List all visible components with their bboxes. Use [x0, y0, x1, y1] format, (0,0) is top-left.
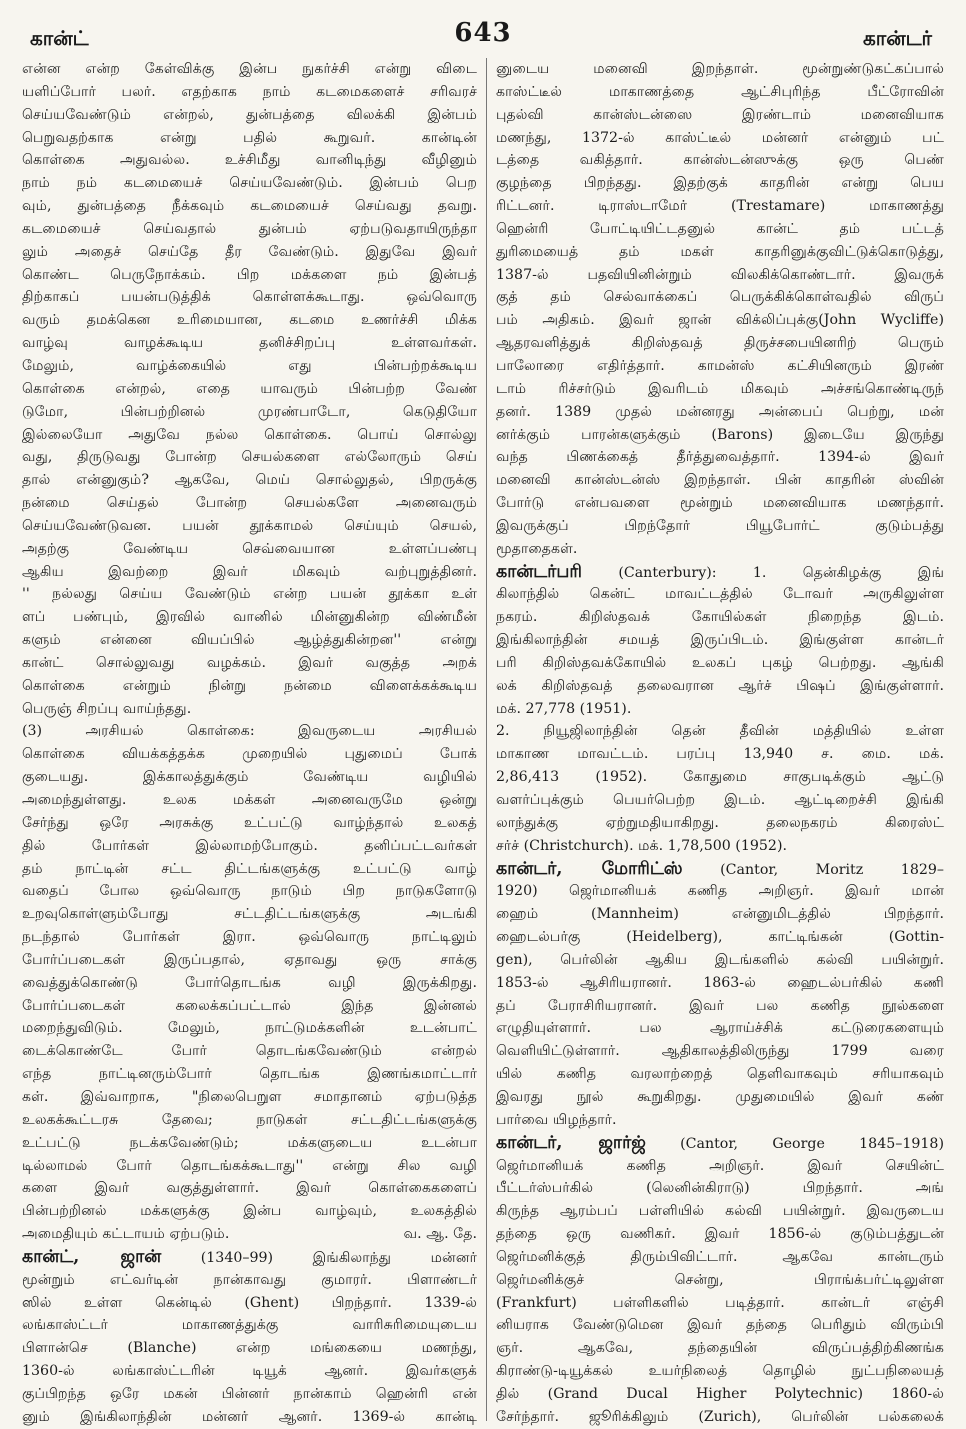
text-line — [496, 1337, 944, 1360]
text-line — [496, 1292, 944, 1315]
text-line — [496, 972, 944, 995]
text-line — [22, 1337, 477, 1360]
text-line — [22, 1155, 477, 1178]
line-text: தில் (Grand Ducal Higher Polytechnic) 1860-ல் — [496, 1385, 944, 1402]
text-line — [22, 172, 477, 195]
left-column — [22, 58, 477, 1425]
line-text: பாலோரை எதிர்த்தார். காமன்ஸ் கட்சியினரும் இரண் — [496, 357, 944, 374]
text-line — [22, 332, 477, 355]
text-line — [496, 538, 944, 561]
line-text: இவருக்குப் பிறந்தோர் பியூபோர்ட் குடும்பத்து — [496, 517, 944, 534]
line-text: ஜெர்மனிக்குச் சென்று, பிராங்க்பர்ட்டிலுள்ள — [496, 1271, 944, 1288]
line-text: நாம் நம் கடமையைச் செய்யவேண்டும். இன்பம் பெற — [22, 175, 477, 192]
line-text: தால் என்னுகும்? ஆகவே, மெய் சொல்லுதல், பிறருக்கு — [22, 472, 477, 489]
text-line — [496, 446, 944, 469]
page-number: 643 — [454, 18, 512, 48]
line-text: உட்பட்டு நடக்கவேண்டும்; மக்களுடைய உடன்பா — [22, 1134, 477, 1151]
line-text: வது, திருடுவது போன்ற செயல்களை எல்லோரும் செய் — [22, 449, 477, 466]
text-line — [22, 652, 477, 675]
line-text: லக் கிறிஸ்தவத் தலைவரான ஆர்ச் பிஷப் இங்குள்ளார். — [496, 677, 944, 694]
line-text: கான்ட் சொல்லுவது வழக்கம். இவர் வகுத்த அறக் — [22, 654, 477, 671]
line-text: ஆகிய இவற்றை இவர் மிகவும் வற்புறுத்தினர். — [22, 563, 477, 580]
line-text: கொள்கை அதுவல்ல. உச்சிமீது வானிடிந்து வீழினும் — [22, 152, 477, 169]
text-line — [496, 332, 944, 355]
line-text: வரும் தமக்கென உரிமையான, கடமை உணர்ச்சி மிக்க — [22, 312, 477, 329]
line-text: தம் நாட்டின் சட்ட திட்டங்களுக்கு உட்பட்டு வாழ் — [22, 860, 477, 877]
line-text: செய்யவேண்டுவன. பயன் தூக்காமல் செய்யும் செயல், — [22, 517, 477, 534]
line-text: (Cantor, George 1845–1918) — [645, 1135, 944, 1152]
text-line — [496, 743, 944, 766]
text-line — [22, 1109, 477, 1132]
line-text: ஜெர்மானியக் கணித அறிஞர். இவர் செயின்ட் — [496, 1157, 944, 1174]
line-text: ஆதரவளித்துக் கிறிஸ்தவத் திருச்சபையினரிற் பெரும் — [496, 335, 944, 352]
line-text: 1853-ல் ஆசிரியரானர். 1863-ல் ஹைடல்பர்கில் கணி — [496, 974, 944, 991]
line-text: 2,86,413 (1952). கோதுமை சாகுபடிக்கும் ஆட்டு — [496, 769, 944, 786]
line-text: கள். இவ்வாறாக, "நிலைபெறுள சமாதானம் ஏற்படுத்த — [22, 1088, 477, 1105]
line-text: குழந்தை பிறந்தது. இதற்குக் காதரின் என்று பெய — [496, 175, 944, 192]
line-text: மனைவி கான்ஸ்டன்ஸ் இறந்தாள். பின் காதரின் ஸ்வின் — [496, 472, 944, 489]
text-line — [22, 104, 477, 127]
line-text: கடமையைச் செய்வதால் துன்பம் ஏற்படுவதாயிருந்தா — [22, 220, 477, 237]
text-line — [22, 515, 477, 538]
line-text: பீட்டர்ஸ்பர்கில் (லெனின்கிராடு) பிறந்தார். அங் — [496, 1180, 944, 1197]
line-text: னுடைய மனைவி இறந்தாள். மூன்றுண்டுகட்கப்பால் — [496, 61, 944, 77]
line-text: நடந்தால் போர்கள் இரா. ஒவ்வொரு நாட்டிலும் — [22, 929, 477, 946]
header-right-title: கான்டர் — [862, 26, 932, 50]
text-line — [22, 698, 477, 721]
line-text: gen), பெர்லின் ஆகிய இடங்களில் கல்வி பயின்றுர். — [496, 951, 944, 968]
text-line — [496, 766, 944, 789]
line-text: மாகாண மாவட்டம். பரப்பு 13,940 ச. மை. மக். — [496, 746, 944, 763]
line-text: வெளியிட்டுள்ளார். ஆதிகாலத்திலிருந்து 1799 வரை — [496, 1043, 944, 1060]
text-line — [22, 241, 477, 264]
text-line — [22, 858, 477, 881]
text-line — [496, 903, 944, 926]
text-line — [22, 995, 477, 1018]
text-line — [22, 469, 477, 492]
text-line — [496, 583, 944, 606]
text-line — [22, 903, 477, 926]
line-text: எந்த நாட்டினரும்போர் தொடங்க இணங்கமாட்டார் — [22, 1066, 477, 1083]
text-line — [22, 1269, 477, 1292]
text-line — [22, 81, 477, 104]
entry-headword: கான்டர், மோரிட்ஸ் — [496, 858, 683, 879]
line-text: கொள்கை என்றல், எதை யாவரும் பின்பற்ற வேண் — [22, 380, 477, 397]
line-text: மக். 27,778 (1951). — [496, 700, 632, 717]
text-line — [496, 195, 944, 218]
line-text: (Cantor, Moritz 1829– — [682, 861, 944, 878]
text-line — [496, 492, 944, 515]
line-text: உறவுகொள்ளும்போது சட்டதிட்டங்களுக்கு அடங்கி — [22, 906, 477, 923]
running-header — [22, 12, 944, 56]
line-text: போர்ப்படைகள் கலைக்கப்பட்டால் இந்த இன்னல் — [22, 997, 477, 1014]
text-line — [22, 926, 477, 949]
line-text: தனர். 1389 முதல் மன்னரது அன்பைப் பெற்று, மன் — [496, 403, 944, 420]
line-text: 2. நியூஜிலாந்தின் தென் தீவின் மத்தியில் உள்ள — [496, 723, 944, 740]
line-text: ஹென்ரி போட்டியிட்டதனுல் கான்ட் தம் பட்டத் — [496, 220, 944, 237]
text-line — [496, 218, 944, 241]
text-line — [22, 492, 477, 515]
line-text: குடையது. இக்காலத்துக்கும் வேண்டிய வழியில் — [22, 769, 477, 786]
line-text: புதல்வி கான்ஸ்டன்ஸை இரண்டாம் மனைவியாக — [496, 106, 944, 123]
text-line — [22, 1383, 477, 1406]
text-line — [22, 789, 477, 812]
text-line — [496, 1269, 944, 1292]
line-text: களை இவர் வகுத்துள்ளார். இவர் கொள்கைகளைப் — [22, 1180, 477, 1197]
text-line — [496, 606, 944, 629]
text-line — [22, 583, 477, 606]
text-line — [496, 515, 944, 538]
text-line — [22, 378, 477, 401]
text-line — [496, 880, 944, 903]
text-line — [496, 789, 944, 812]
line-text: கிலாந்தில் கென்ட் மாவட்டத்தில் டோவர் அருகிலுள்ள — [496, 586, 944, 603]
line-text: டத்தை வகித்தார். கான்ஸ்டன்ஸுக்கு ஒரு பெண் — [496, 152, 944, 169]
text-line — [496, 1360, 944, 1383]
text-line — [22, 127, 477, 150]
line-text: தில் போர்கள் இல்லாமற்போகும். தனிப்பட்டவர்கள் — [22, 837, 477, 854]
line-text: '' நல்லது செய்ய வேண்டும் என்ற பயன் தூக்கா உள் — [22, 586, 477, 603]
line-text: சேர்ந்தார். ஜூரிக்கிலும் (Zurich), பெர்லின் பல்கலைக் — [496, 1408, 944, 1425]
line-text: குத் தம் செல்வாக்கைப் பெருக்கிக்கொள்வதில் விருப் — [496, 289, 944, 306]
line-text: மூன்றும் எட்வர்டின் நான்காவது குமாரர். பிளாண்டர் — [22, 1271, 477, 1288]
text-line — [496, 652, 944, 675]
line-text: (3) அரசியல் கொள்கை: இவருடைய அரசியல் — [22, 723, 477, 740]
line-text: அமைந்துள்ளது. உலக மக்கள் அனைவருமே ஒன்று — [22, 792, 477, 808]
text-line — [22, 1040, 477, 1063]
line-text: டில்லாமல் போர் தொடங்கக்கூடாது'' என்று சில வழி — [22, 1157, 477, 1174]
line-text: திற்காகப் பயன்படுத்திக் கொள்ளக்கூடாது. ஒவ்வொரு — [22, 289, 477, 306]
line-text: கிராண்டு-டியூக்கல் உயர்நிலைத் தொழில் நுட்பநிலையத் — [496, 1363, 944, 1380]
line-text: செய்யவேண்டும் என்றல், துன்பத்தை விலக்கி இன்பம் — [22, 106, 477, 123]
line-text: அமைதியும் கட்டாயம் ஏற்படும். — [22, 1226, 230, 1243]
line-text: னர்க்கும் பாரன்களுக்கும் (Barons) இடையே இருந்து — [496, 426, 944, 443]
line-text: போர்ப்படைகள் இருப்பதால், ஏதாவது ஒரு சாக்கு — [22, 951, 477, 968]
line-text: இல்லையோ அதுவே நல்ல கொள்கை. பொய் சொல்லு — [22, 426, 477, 443]
line-text: வந்த பிணக்கைத் தீர்த்துவைத்தார். 1394-ல் இவர் — [496, 449, 944, 466]
text-line — [22, 949, 477, 972]
text-line — [496, 104, 944, 127]
line-text: வதைப் போல ஒவ்வொரு நாடும் பிற நாடுகளோடு — [22, 883, 477, 900]
text-line — [22, 1406, 477, 1429]
text-line — [496, 401, 944, 424]
line-text: டுமோ, பின்பற்றினல் முரண்பாடோ, கெடுதியோ — [22, 403, 477, 420]
line-text: (1340–99) இங்கிலாந்து மன்னர் — [161, 1249, 477, 1266]
text-line — [496, 995, 944, 1018]
line-text: மேலும், வாழ்க்கையில் எது பின்பற்றக்கூடிய — [22, 357, 477, 374]
text-line — [496, 172, 944, 195]
text-line — [496, 561, 944, 584]
text-line — [22, 1132, 477, 1155]
header-left-title: கான்ட் — [30, 26, 89, 50]
text-line — [22, 812, 477, 835]
text-line — [22, 218, 477, 241]
line-text: பிளான்செ (Blanche) என்ற மங்கையை மணந்து, — [22, 1340, 477, 1357]
line-text: வளர்ப்புக்கும் பெயர்பெற்ற இடம். ஆட்டிறைச்சி இங்கி — [496, 792, 944, 808]
text-line — [22, 1314, 477, 1337]
text-line — [22, 149, 477, 172]
line-text: தந்தை ஒரு வணிகர். இவர் 1856-ல் குடும்பத்துடன் — [496, 1226, 944, 1243]
line-text: பரி கிறிஸ்தவக்கோயில் உலகப் புகழ் பெற்றது. ஆங்கி — [496, 654, 944, 671]
line-text: பெறுவதற்காக என்று பதில் கூறுவர். கான்டின் — [22, 129, 477, 146]
line-text: கொண்ட பெருநோக்கம். பிற மக்களை நம் இன்பத் — [22, 266, 477, 283]
line-text: லாந்துக்கு ஏற்றுமதியாகிறது. தலைநகரம் கிரைஸ்ட் — [496, 814, 944, 831]
text-line — [22, 286, 477, 309]
text-line — [22, 264, 477, 287]
entry-headword: கான்டர், ஜார்ஜ் — [496, 1132, 646, 1153]
text-line — [496, 1017, 944, 1040]
text-line — [496, 1383, 944, 1406]
line-text: (Canterbury): 1. தென்கிழக்கு இங் — [582, 564, 944, 581]
text-line — [496, 949, 944, 972]
line-text: மறைந்துவிடும். மேலும், நாட்டுமக்களின் உடன்பாட் — [22, 1020, 477, 1037]
text-line — [496, 1155, 944, 1178]
text-line — [22, 629, 477, 652]
text-line — [22, 1017, 477, 1040]
text-line — [22, 1063, 477, 1086]
line-text: ஹைம் (Mannheim) என்னுமிடத்தில் பிறந்தார். — [496, 906, 944, 923]
text-line — [496, 286, 944, 309]
line-text: சர்ச் (Christchurch). மக். 1,78,500 (1952). — [496, 837, 787, 854]
two-column-body — [22, 58, 944, 1425]
text-line — [496, 858, 944, 881]
text-line — [496, 81, 944, 104]
line-text: போர்டு என்பவளை மூன்றும் மனைவியாக மணந்தார். — [496, 495, 944, 512]
line-text: பின்பற்றினல் மக்களுக்கு இன்ப வாழ்வும், உலகத்தில் — [22, 1203, 477, 1220]
text-line — [496, 812, 944, 835]
line-text: என்ன என்ற கேள்விக்கு இன்ப நுகர்ச்சி என்று விடை — [22, 61, 477, 77]
line-text: இவரது நூல் கூறுகிறது. முதுமையில் இவர் கண் — [496, 1088, 944, 1105]
line-text: வாழ்வு வாழக்கூடிய தனிச்சிறப்பு உள்ளவர்கள். — [22, 335, 477, 352]
line-text: வைத்துக்கொண்டு போர்தொடங்க வழி இருக்கிறது. — [22, 974, 477, 991]
text-line — [496, 264, 944, 287]
text-line — [22, 1223, 477, 1246]
line-text: நன்மை செய்தல் போன்ற செயல்களே அனைவரும் — [22, 495, 477, 512]
text-line — [496, 424, 944, 447]
entry-headword: கான்ட், ஜான் — [22, 1246, 162, 1267]
line-text: 1920) ஜெர்மானியக் கணித அறிஞர். இவர் மான் — [496, 883, 944, 900]
line-text: பம் அதிகம். இவர் ஜான் விக்லிப்புக்கு(John Wycliffe) — [496, 312, 944, 329]
text-line — [496, 1109, 944, 1132]
text-line — [496, 469, 944, 492]
text-line — [496, 1200, 944, 1223]
text-line — [22, 675, 477, 698]
right-column — [496, 58, 944, 1425]
line-text: டாம் ரிச்சர்டும் இவரிடம் மிகவும் அச்சங்கொண்டிருந் — [496, 380, 944, 397]
column-divider — [486, 58, 487, 1421]
line-text: 1360-ல் லங்காஸ்ட்டரின் டியூக் ஆனர். இவர்களுக் — [22, 1363, 477, 1380]
text-line — [22, 538, 477, 561]
text-line — [496, 675, 944, 698]
text-line — [496, 1314, 944, 1337]
text-line — [22, 880, 477, 903]
line-text: டைக்கொண்டே போர் தொடங்கவேண்டும் என்றல் — [22, 1043, 477, 1060]
line-text: கொள்கை என்றும் நின்று நன்மை விளைக்கக்கூடிய — [22, 677, 477, 694]
line-text: வும், துன்பத்தை நீக்கவும் கடமையைச் செய்வது தவறு. — [22, 198, 477, 215]
entry-headword: கான்டர்பரி — [496, 561, 582, 582]
line-text: மணந்து, 1372-ல் காஸ்ட்டீல் மன்னர் என்னும் பட் — [496, 129, 944, 146]
text-line — [496, 926, 944, 949]
line-text: பெருஞ் சிறப்பு வாய்ந்தது. — [22, 700, 192, 717]
text-line — [496, 127, 944, 150]
line-text: ரிட்டனர். டிராஸ்டாமேர் (Trestamare) மாகாணத்து — [496, 198, 944, 215]
text-line — [496, 1177, 944, 1200]
text-line — [496, 241, 944, 264]
text-line — [22, 720, 477, 743]
text-line — [496, 1086, 944, 1109]
line-text: யளிப்போர் பலர். எதற்காக நாம் கடமைகளைச் சரிவரச் — [22, 83, 477, 100]
line-text: இங்கிலாந்தின் சமயத் இருப்பிடம். இங்குள்ள கான்டர் — [496, 632, 944, 649]
line-text: 1387-ல் பதவியினின்றும் விலகிக்கொண்டார். இவருக் — [496, 266, 944, 283]
text-line — [22, 401, 477, 424]
line-text: அதற்கு வேண்டிய செவ்வையான உள்ளப்பண்பு — [22, 540, 477, 557]
line-text: னியராக வேண்டுமென இவர் தந்தை பெரிதும் விரும்பி — [496, 1317, 944, 1334]
text-line — [22, 58, 477, 81]
line-text: லங்காஸ்ட்டர் மாகாணத்துக்கு வாரிசுரிமையுடைய — [22, 1317, 477, 1334]
text-line — [22, 561, 477, 584]
line-text: நகரம். கிறிஸ்தவக் கோயில்கள் நிறைந்த இடம். — [496, 609, 944, 626]
text-line — [22, 835, 477, 858]
text-line — [22, 446, 477, 469]
line-text: காஸ்ட்டீல் மாகாணத்தை ஆட்சிபுரிந்த பீட்ரோவின் — [496, 83, 944, 100]
text-line — [496, 1406, 944, 1429]
text-line — [22, 309, 477, 332]
text-line — [496, 309, 944, 332]
line-text: கொள்கை வியக்கத்தக்க முறையில் புதுமைப் போக் — [22, 746, 477, 763]
line-text: யில் கணித வரலாற்றைத் தெளிவாகவும் சரியாகவும் — [496, 1066, 944, 1083]
text-line — [496, 1063, 944, 1086]
text-line — [496, 1246, 944, 1269]
text-line — [496, 149, 944, 172]
text-line — [22, 1177, 477, 1200]
text-line — [496, 629, 944, 652]
line-text: பார்வை யிழந்தார். — [496, 1111, 617, 1128]
text-line — [496, 1040, 944, 1063]
line-text: மூதாதைகள். — [496, 540, 578, 557]
text-line — [22, 355, 477, 378]
author-initials: வ. ஆ. தே. — [403, 1226, 477, 1243]
text-line — [22, 195, 477, 218]
text-line — [496, 720, 944, 743]
text-line — [22, 1246, 477, 1269]
line-text: எழுதியுள்ளார். பல ஆராய்ச்சிக் கட்டுரைகளையும் — [496, 1020, 944, 1037]
text-line — [496, 355, 944, 378]
text-line — [22, 766, 477, 789]
text-line — [496, 1132, 944, 1155]
line-text: ஞர். ஆகவே, தந்தையின் விருப்பத்திற்கிணங்க — [496, 1340, 944, 1357]
text-line — [22, 743, 477, 766]
text-line — [496, 835, 944, 858]
line-text: ஸில் உள்ள கென்டில் (Ghent) பிறந்தார். 1339-ல் — [22, 1294, 477, 1311]
text-line — [496, 1223, 944, 1246]
line-text: லும் அதைச் செய்தே தீர வேண்டும். இதுவே இவர் — [22, 243, 477, 260]
line-text: உலகக்கூட்டரசு தேவை; நாடுகள் சட்டதிட்டங்களுக்கு — [22, 1111, 477, 1128]
text-line — [496, 698, 944, 721]
line-text: சேர்ந்து ஒரே அரசுக்கு உட்பட்டு வாழ்ந்தால் உலகத் — [22, 814, 477, 831]
line-text: னும் இங்கிலாந்தின் மன்னர் ஆனர். 1369-ல் கான்டி — [22, 1408, 477, 1425]
text-line — [22, 1292, 477, 1315]
text-line — [22, 1360, 477, 1383]
line-text: ஹைடல்பர்கு (Heidelberg), காட்டிங்கன் (Gottin- — [496, 929, 944, 946]
line-text: ஜெர்மனிக்குத் திரும்பிவிட்டார். ஆகவே கான்டரும் — [496, 1248, 944, 1265]
text-line — [22, 1200, 477, 1223]
text-line — [22, 972, 477, 995]
text-line — [22, 606, 477, 629]
line-text: ளப் பண்பும், இரவில் வானில் மின்னுகின்ற விண்மீன் — [22, 609, 477, 626]
text-line — [22, 424, 477, 447]
line-text: கிருந்த ஆரம்பப் பள்ளியில் கல்வி பயின்றுர். இவருடைய — [496, 1203, 944, 1220]
line-text: (Frankfurt) பள்ளிகளில் படித்தார். கான்டர் எஞ்சி — [496, 1294, 944, 1311]
line-text: துரிமையைத் தம் மகள் காதரினுக்குவிட்டுக்கொடுத்து, — [496, 243, 944, 260]
text-line — [496, 58, 944, 81]
text-line — [22, 1086, 477, 1109]
line-text: களும் என்னை வியப்பில் ஆழ்த்துகின்றன'' என்று — [22, 632, 477, 649]
line-text: தப் பேராசிரியரானர். இவர் பல கணித நூல்களை — [496, 997, 944, 1014]
line-text: குப்பிறந்த ஒரே மகன் பின்னர் நான்காம் ஹென்ரி என் — [22, 1385, 477, 1402]
text-line — [496, 378, 944, 401]
